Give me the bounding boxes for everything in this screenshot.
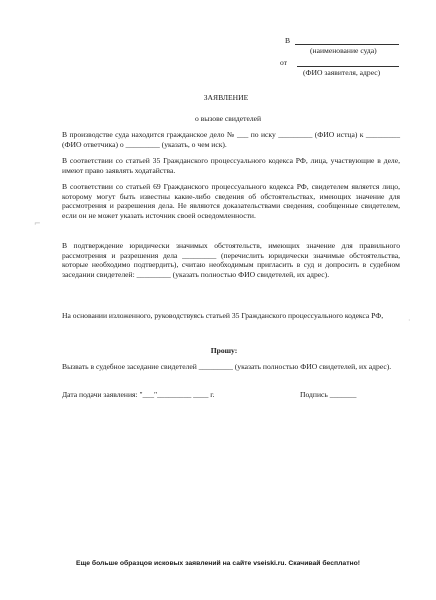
request-paragraph: Вызвать в судебное заседание свидетелей _________ (указать полностью ФИО свидетелей, их адрес). — [62, 362, 392, 371]
paragraph-4: В подтверждение юридически значимых обстоятельств, имеющих значение для правильного рассмотрения и разрешения дела _________ (перечислить юридически значимые обстоятельства, которые необходимо подтвердить), считаю необходимым пригласить в суд и допросить в судебном заседании свидетелей: _________ (указать полностью ФИО свидетелей, их адрес). — [62, 241, 400, 279]
signature-line: Подпись _______ — [300, 390, 357, 399]
footer-promo — [0, 560, 436, 567]
scan-mark: · — [408, 316, 411, 325]
applicant-prefix: от — [280, 58, 288, 67]
paragraph-1: В производстве суда находится гражданское дело № ___ по иску _________ (ФИО истца) к _________ (ФИО ответчика) о _________ (указать, о чем иск). — [62, 130, 400, 149]
court-prefix: В — [285, 36, 291, 45]
scan-mark: ⌐ — [34, 219, 41, 228]
court-line — [295, 44, 399, 45]
paragraph-3: В соответствии со статьей 69 Гражданского процессуального кодекса РФ, свидетелем является лицо, которому могут быть известны какие-либо сведения об обстоятельствах, имеющих значение для рассмотрения и разрешения дела. Не являются доказательствами сведения, сообщенные свидетелем, если он не может указать источник своей осведомленности. — [62, 182, 400, 220]
applicant-line — [297, 66, 399, 67]
footer-site-link[interactable]: vseiski.ru — [253, 560, 285, 567]
applicant-note: (ФИО заявителя, адрес) — [303, 68, 381, 77]
paragraph-2: В соответствии со статьей 35 Гражданского процессуального кодекса РФ, лица, участвующие в деле, имеют право заявлять ходатайства. — [62, 156, 400, 175]
date-line: Дата подачи заявления: "___"_________ ____ г. — [62, 390, 215, 399]
court-note: (наименование суда) — [310, 46, 377, 55]
footer-text: Еще больше образцов исковых заявлений на сайте — [75, 560, 254, 567]
footer-text-after: . Скачивай бесплатно! — [284, 560, 361, 567]
document-subtitle: о вызове свидетелей — [194, 114, 262, 123]
paragraph-5: На основании изложенного, руководствуясь статьей 35 Гражданского процессуального кодекса РФ, — [62, 311, 384, 320]
request-heading: Прошу: — [210, 346, 238, 355]
document-title: ЗАЯВЛЕНИЕ — [203, 93, 249, 102]
